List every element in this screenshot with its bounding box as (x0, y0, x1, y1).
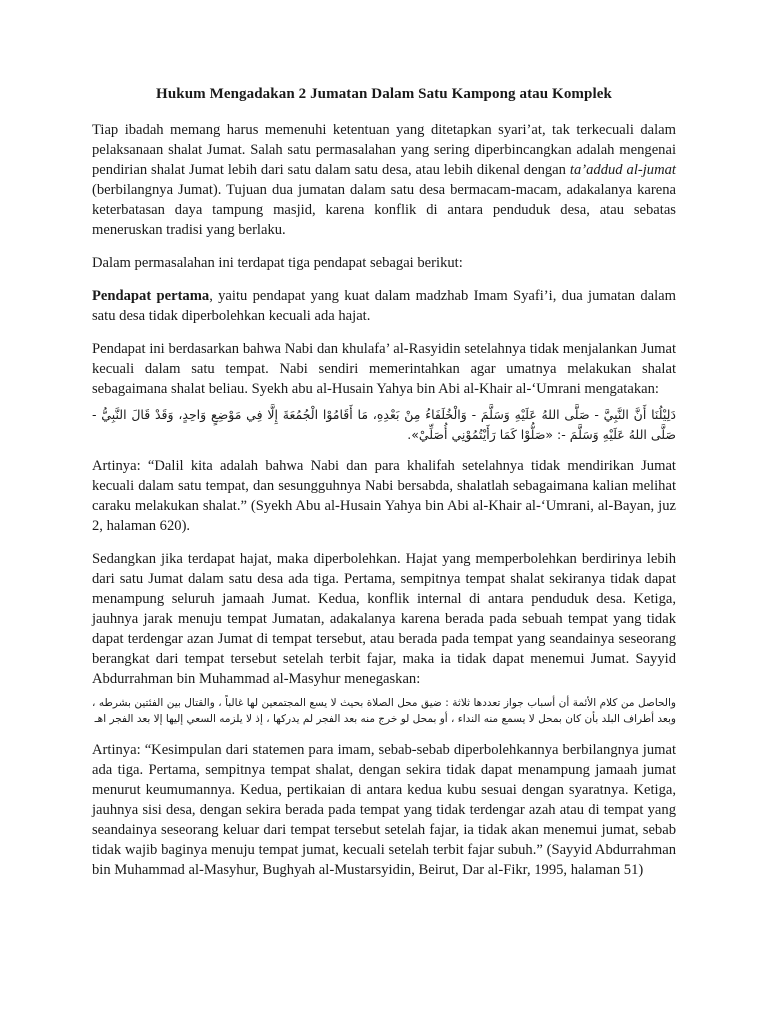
first-opinion-text: , yaitu pendapat yang kuat dalam madzhab Imam Syafi’i, dua jumatan dalam satu desa tidak diperbolehkan kecuali ada hajat. (92, 288, 677, 324)
paragraph-intro (92, 120, 676, 240)
paragraph-first-opinion (92, 286, 676, 326)
intro-text-before: Tiap ibadah memang harus memenuhi ketentuan yang ditetapkan syari’at, tak terkecuali dalam pelaksanaan shalat Jumat. Salah satu permasalahan yang sering diperbincangkan adalah mengenai pendirian shalat Jumat lebih dari satu dalam satu desa, atau lebih dikenal dengan (92, 122, 676, 178)
intro-text-after: (berbilangnya Jumat). Tujuan dua jumatan dalam satu desa bermacam-macam, adakalanya karena keterbatasan daya tampung masjid, karena konflik di antara penduduk desa, atau sebatas meneruskan tradisi yang berlaku. (92, 182, 676, 238)
first-opinion-label: Pendapat pertama (92, 288, 210, 304)
paragraph-translation-2: Artinya: “Kesimpulan dari statemen para imam, sebab-sebab diperbolehkannya berbilangnya jumat ada tiga. Pertama, sempitnya tempat shalat, dengan sekira tidak dapat menampung jamaah jumat menurut keumumannya. Kedua, pertikaian di antara kedua kubu sesuai dengan syaratnya. Ketiga, jauhnya sisi desa, dengan sekira berada pada tempat yang tidak terdengar azah atau di tempat yang seandainya seseorang keluar dari tempat tersebut setelah fajar, ia tidak akan menemui jumat, sebab tidak wajib baginya menuju tempat jumat, kecuali setelah terbit fajar subuh.” (Sayyid Abdurrahman bin Muhammad al-Masyhur, Bughyah al-Mustarsyidin, Beirut, Dar al-Fikr, 1995, halaman 51) (92, 742, 676, 878)
paragraph-three-opinions: Dalam permasalahan ini terdapat tiga pendapat sebagai berikut: (92, 255, 463, 271)
arabic-quote-masyhur: والحاصل من كلام الأئمة أن أسباب جواز تعددها ثلاثة : ضيق محل الصلاة بحيث لا يسع المجتمعين لها غالباً ، والقتال بين الفئتين بشرطه ، وبعد أطراف البلد بأن كان بمحل لا يسمع منه النداء ، أو بمحل لو خرج منه بعد الفجر لم يدركها ، إذ لا يلزمه السعي إليها إلا بعد الفجر اهـ (92, 697, 676, 725)
document-title: Hukum Mengadakan 2 Jumatan Dalam Satu Kampong atau Komplek (156, 86, 612, 102)
intro-term-italic: ta’addud al-jumat (569, 162, 676, 178)
paragraph-translation-1: Artinya: “Dalil kita adalah bahwa Nabi dan para khalifah setelahnya tidak mendirikan Jumat kecuali dalam satu tempat, dan sesungguhnya Nabi bersabda, shalatlah sebagaimana kalian melihat caraku melakukan shalat.” (Syekh Abu al-Husain Yahya bin Abi al-Khair al-‘Umrani, al-Bayan, juz 2, halaman 620). (92, 458, 676, 534)
arabic-quote-umrani: دَلِيْلُنَا أَنَّ النَّبِيَّ - صَلَّى اللهُ عَلَيْهِ وَسَلَّمَ - وَالْخُلَفَاءُ مِنْ بَعْدِهِ، مَا أَقَامُوْا الْجُمُعَةَ إِلَّا فِي مَوْضِعٍ وَاحِدٍ، وَقَدْ قَالَ النَّبِيُّ - صَلَّى اللهُ عَلَيْهِ وَسَلَّمَ -: «صَلُّوْا كَمَا رَأَيْتُمُوْنِي أُصَلِّيْ». (92, 407, 676, 442)
paragraph-basis: Pendapat ini berdasarkan bahwa Nabi dan khulafa’ al-Rasyidin setelahnya tidak menjalankan Jumat kecuali dalam satu tempat. Nabi sendiri memerintahkan agar umatnya melakukan shalat sebagaimana shalat beliau. Syekh abu al-Husain Yahya bin Abi al-Khair al-‘Umrani mengatakan: (92, 341, 676, 397)
paragraph-hajat: Sedangkan jika terdapat hajat, maka diperbolehkan. Hajat yang memperbolehkan berdirinya lebih dari satu Jumat dalam satu desa ada tiga. Pertama, sempitnya tempat shalat sekiranya tidak dapat menampung seluruh jamaah Jumat. Kedua, konflik internal di antara penduduk desa. Ketiga, jauhnya jarak menuju tempat Jumatan, adakalanya karena berada pada sebuah tempat yang tidak dapat terdengar azan Jumat di tempat tersebut, atau berada pada tempat yang seandainya seseorang berangkat dari tempat tersebut setelah terbit fajar, maka ia tidak dapat menemui Jumat. Sayyid Abdurrahman bin Muhammad al-Masyhur menegaskan: (92, 551, 676, 687)
